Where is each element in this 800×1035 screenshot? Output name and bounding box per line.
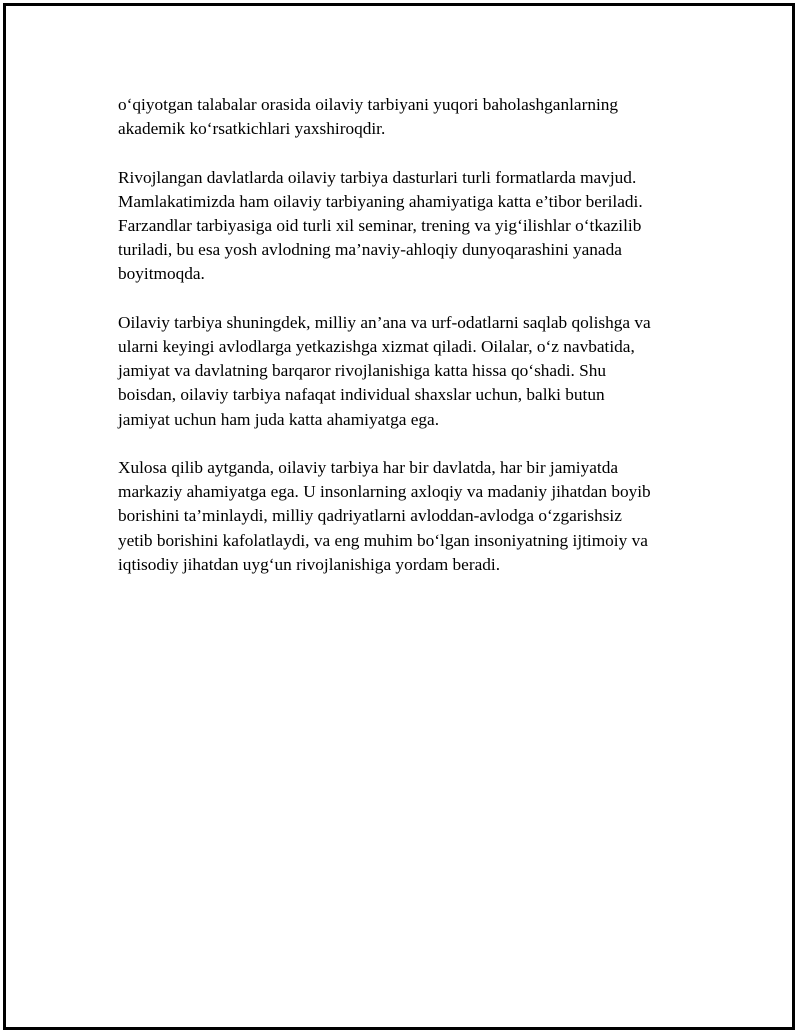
text-line: Rivojlangan davlatlarda oilaviy tarbiya dasturlari turli formatlarda mavjud. xyxy=(118,167,637,187)
text-line: markaziy ahamiyatga ega. U insonlarning axloqiy va madaniy jihatdan boyib xyxy=(118,482,651,502)
text-line: turiladi, bu esa yosh avlodning ma’naviy-ahloqiy dunyoqarashini yanada xyxy=(118,240,622,260)
paragraph-academic-results xyxy=(118,93,698,141)
document-body xyxy=(118,93,698,601)
text-line: boisdan, oilaviy tarbiya nafaqat individual shaxslar uchun, balki butun xyxy=(118,385,605,405)
text-line: jamiyat va davlatning barqaror rivojlanishiga katta hissa qo‘shadi. Shu xyxy=(118,361,607,381)
text-line: borishini ta’minlaydi, milliy qadriyatlarni avloddan-avlodga o‘zgarishsiz xyxy=(118,506,622,526)
text-line: akademik ko‘rsatkichlari yaxshiroqdir. xyxy=(118,119,386,139)
text-line: ularni keyingi avlodlarga yetkazishga xizmat qiladi. Oilalar, o‘z navbatida, xyxy=(118,337,635,356)
text-line: Farzandlar tarbiyasiga oid turli xil seminar, trening va yig‘ilishlar o‘tkazilib xyxy=(118,216,642,235)
text-line: iqtisodiy jihatdan uyg‘un rivojlanishiga yordam beradi. xyxy=(118,554,501,574)
text-line: Xulosa qilib aytganda, oilaviy tarbiya har bir davlatda, har bir jamiyatda xyxy=(118,458,619,477)
text-line: Mamlakatimizda ham oilaviy tarbiyaning ahamiyatiga katta e’tibor beriladi. xyxy=(118,191,643,211)
text-line: boyitmoqda. xyxy=(118,264,205,284)
text-line: o‘qiyotgan talabalar orasida oilaviy tarbiyani yuqori baholashganlarning xyxy=(118,95,619,114)
text-line: yetib borishini kafolatlaydi, va eng muhim bo‘lgan insoniyatning ijtimoiy va xyxy=(118,530,648,550)
text-line: jamiyat uchun ham juda katta ahamiyatga ega. xyxy=(118,409,440,429)
paragraph-national-traditions xyxy=(118,311,698,432)
paragraph-conclusion xyxy=(118,456,698,577)
paragraph-developed-countries xyxy=(118,166,698,287)
text-line: Oilaviy tarbiya shuningdek, milliy an’ana va urf-odatlarni saqlab qolishga va xyxy=(118,312,651,332)
